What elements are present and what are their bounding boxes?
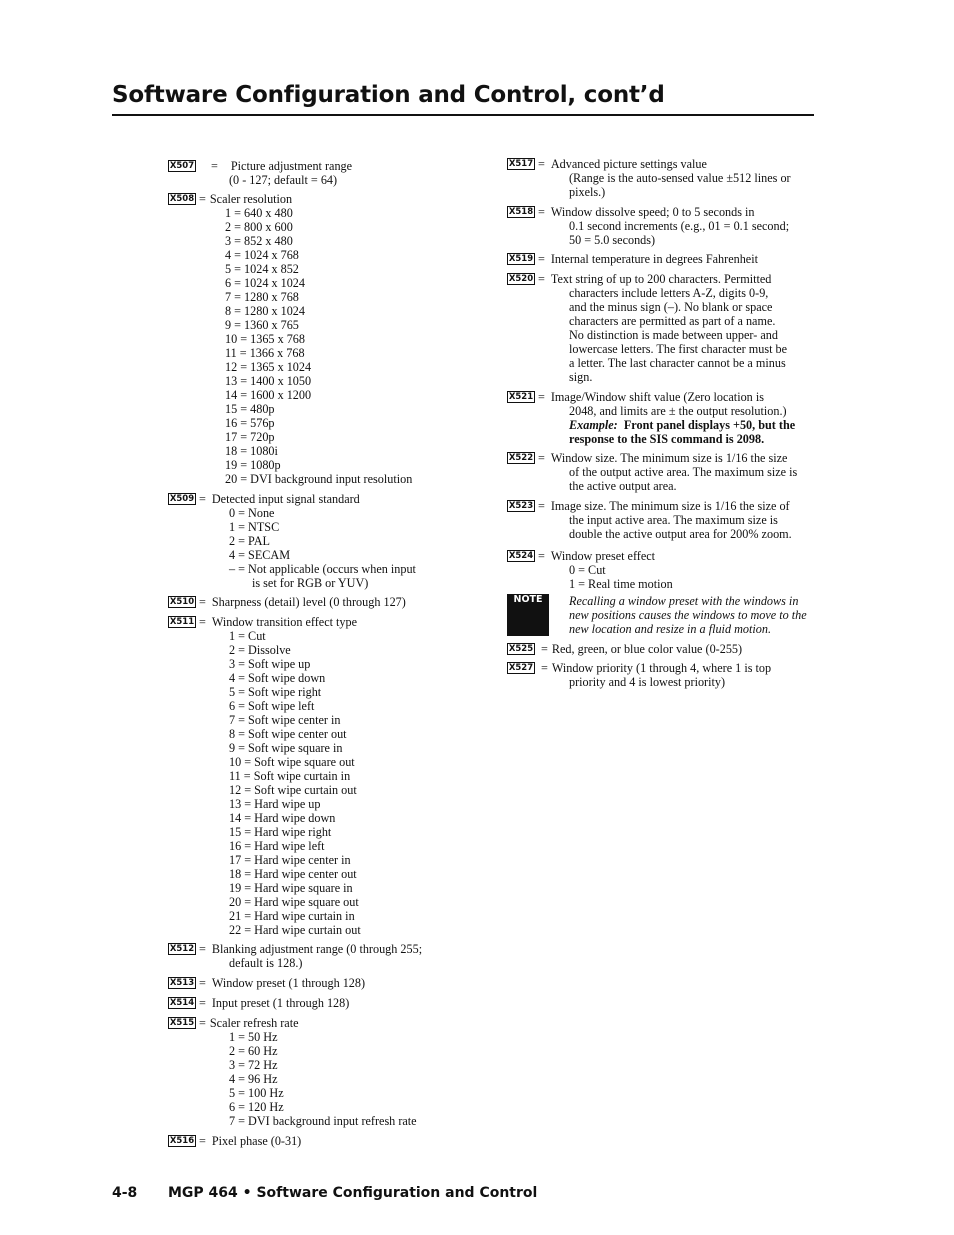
equals-sign: = bbox=[538, 549, 545, 563]
equals-sign: = bbox=[199, 996, 206, 1010]
option-item: 1 = Real time motion bbox=[569, 577, 673, 591]
note-line: Recalling a window preset with the windows in bbox=[569, 594, 799, 608]
option-item: 15 = 480p bbox=[225, 402, 275, 416]
option-item: 2 = Dissolve bbox=[229, 643, 291, 657]
option-item: 2 = PAL bbox=[229, 534, 270, 548]
variable-tag: X521 bbox=[508, 392, 534, 402]
page-number: 4-8 bbox=[112, 1185, 138, 1201]
equals-sign: = bbox=[199, 976, 206, 990]
variable-tag: X514 bbox=[169, 998, 195, 1008]
entry-description: Advanced picture settings value bbox=[550, 157, 707, 171]
option-item: 9 = Soft wipe square in bbox=[229, 741, 343, 755]
entry-description: Window size. The minimum size is 1/16 the size bbox=[550, 451, 788, 465]
entry-description: Window transition effect type bbox=[211, 615, 358, 629]
option-item: 16 = 576p bbox=[225, 416, 275, 430]
entry-x525 bbox=[507, 642, 817, 656]
entry-x518 bbox=[507, 205, 817, 247]
variable-tag: X509 bbox=[169, 494, 195, 504]
option-item: 5 = Soft wipe right bbox=[229, 685, 322, 699]
option-item: 3 = 72 Hz bbox=[229, 1058, 278, 1072]
variable-tag: X511 bbox=[169, 617, 195, 627]
entry-description: Blanking adjustment range (0 through 255; bbox=[211, 942, 423, 956]
equals-sign: = bbox=[538, 451, 545, 465]
equals-sign: = bbox=[538, 157, 545, 171]
option-item: 6 = Soft wipe left bbox=[229, 699, 315, 713]
entry-description: Red, green, or blue color value (0-255) bbox=[551, 642, 743, 656]
entry-description: Scaler refresh rate bbox=[209, 1016, 299, 1030]
equals-sign: = bbox=[199, 192, 206, 206]
option-item: 6 = 120 Hz bbox=[229, 1100, 284, 1114]
variable-tag: X515 bbox=[169, 1018, 195, 1028]
option-item: 11 = Soft wipe curtain in bbox=[229, 769, 351, 783]
entry-x527 bbox=[507, 661, 817, 689]
entry-x521 bbox=[507, 390, 817, 446]
example-text: Front panel displays +50, but the bbox=[623, 418, 796, 432]
variable-tag: X510 bbox=[169, 597, 195, 607]
option-item: 5 = 1024 x 852 bbox=[225, 262, 299, 276]
example-line bbox=[507, 418, 817, 432]
entry-description: Sharpness (detail) level (0 through 127) bbox=[211, 595, 406, 609]
entry-description-cont: pixels.) bbox=[569, 185, 606, 199]
option-item: 2 = 800 x 600 bbox=[225, 220, 293, 234]
option-item: 13 = Hard wipe up bbox=[229, 797, 321, 811]
equals-sign: = bbox=[199, 595, 206, 609]
entry-x523 bbox=[507, 499, 817, 541]
option-list bbox=[168, 506, 458, 562]
variable-tag: X527 bbox=[508, 663, 534, 673]
entry-description-cont: of the output active area. The maximum size is bbox=[569, 465, 798, 479]
variable-tag: X508 bbox=[169, 194, 195, 204]
option-item: 9 = 1360 x 765 bbox=[225, 318, 299, 332]
variable-tag: X522 bbox=[508, 453, 534, 463]
entry-x508 bbox=[168, 192, 458, 486]
equals-sign: = bbox=[538, 499, 545, 513]
option-item: 4 = SECAM bbox=[229, 548, 291, 562]
option-list bbox=[168, 206, 458, 486]
entry-description-cont: double the active output area for 200% zoom. bbox=[569, 527, 792, 541]
note-text bbox=[569, 594, 817, 636]
option-list bbox=[507, 563, 817, 591]
entry-x510 bbox=[168, 595, 458, 609]
equals-sign: = bbox=[538, 390, 545, 404]
entry-x524 bbox=[507, 549, 817, 591]
variable-tag: X518 bbox=[508, 207, 534, 217]
option-item: 3 = 852 x 480 bbox=[225, 234, 293, 248]
entry-description-cont: priority and 4 is lowest priority) bbox=[569, 675, 726, 689]
entry-description: Picture adjustment range bbox=[230, 159, 353, 173]
description-line: characters are permitted as part of a name. bbox=[569, 314, 776, 328]
option-item: 18 = 1080i bbox=[225, 444, 278, 458]
entry-description: Input preset (1 through 128) bbox=[211, 996, 350, 1010]
description-line: a letter. The last character cannot be a minus bbox=[569, 356, 786, 370]
option-item: 1 = Cut bbox=[229, 629, 266, 643]
option-item: 22 = Hard wipe curtain out bbox=[229, 923, 361, 937]
description-line: lowercase letters. The first character must be bbox=[569, 342, 788, 356]
equals-sign: = bbox=[199, 942, 206, 956]
entry-description: Image size. The minimum size is 1/16 the size of bbox=[550, 499, 790, 513]
option-list bbox=[168, 1030, 458, 1128]
note-line: new positions causes the windows to move to the bbox=[569, 608, 807, 622]
entry-x522 bbox=[507, 451, 817, 493]
variable-tag: X512 bbox=[169, 944, 195, 954]
entry-description: Window priority (1 through 4, where 1 is top bbox=[551, 661, 772, 675]
example-line-cont bbox=[507, 432, 817, 446]
entry-x519 bbox=[507, 252, 817, 266]
option-item: 0 = Cut bbox=[569, 563, 606, 577]
entry-x517 bbox=[507, 157, 817, 199]
option-item: 7 = Soft wipe center in bbox=[229, 713, 341, 727]
option-item: 16 = Hard wipe left bbox=[229, 839, 325, 853]
option-item: 11 = 1366 x 768 bbox=[225, 346, 305, 360]
entry-description: Text string of up to 200 characters. Permitted bbox=[550, 272, 772, 286]
variable-tag: X519 bbox=[508, 254, 534, 264]
equals-sign: = bbox=[199, 1016, 206, 1030]
option-item: 10 = Soft wipe square out bbox=[229, 755, 355, 769]
option-item: 4 = 96 Hz bbox=[229, 1072, 278, 1086]
option-item: 21 = Hard wipe curtain in bbox=[229, 909, 355, 923]
description-line: sign. bbox=[569, 370, 593, 384]
option-item: 10 = 1365 x 768 bbox=[225, 332, 305, 346]
note-badge: NOTE bbox=[507, 594, 549, 636]
description-line: characters include letters A-Z, digits 0-9, bbox=[569, 286, 769, 300]
entry-description-cont: the input active area. The maximum size is bbox=[569, 513, 778, 527]
equals-sign: = bbox=[538, 272, 545, 286]
note-line: new location and resize in a fluid motion. bbox=[569, 622, 771, 636]
entry-x514 bbox=[168, 996, 458, 1010]
equals-sign: = bbox=[211, 159, 218, 173]
entry-x507 bbox=[168, 159, 458, 187]
entry-x515 bbox=[168, 1016, 458, 1128]
option-item: 15 = Hard wipe right bbox=[229, 825, 332, 839]
option-item: 12 = Soft wipe curtain out bbox=[229, 783, 357, 797]
right-column bbox=[507, 157, 817, 689]
entry-description-cont: default is 128.) bbox=[229, 956, 303, 970]
not-applicable-line-cont: is set for RGB or YUV) bbox=[252, 576, 369, 590]
option-item: 6 = 1024 x 1024 bbox=[225, 276, 305, 290]
entry-description-cont: 0.1 second increments (e.g., 01 = 0.1 second; bbox=[569, 219, 790, 233]
page-title: Software Configuration and Control, cont’d bbox=[112, 82, 665, 108]
entry-description: Detected input signal standard bbox=[211, 492, 360, 506]
entry-description-cont: 50 = 5.0 seconds) bbox=[569, 233, 656, 247]
left-column bbox=[168, 159, 458, 1148]
description-line: and the minus sign (–). No blank or space bbox=[569, 300, 773, 314]
option-item: 14 = Hard wipe down bbox=[229, 811, 336, 825]
entry-x516 bbox=[168, 1134, 458, 1148]
option-item: 7 = 1280 x 768 bbox=[225, 290, 299, 304]
option-item: 18 = Hard wipe center out bbox=[229, 867, 357, 881]
variable-tag: X520 bbox=[508, 274, 534, 284]
equals-sign: = bbox=[199, 492, 206, 506]
entry-description: Internal temperature in degrees Fahrenheit bbox=[550, 252, 758, 266]
option-item: 1 = 640 x 480 bbox=[225, 206, 293, 220]
option-item: 8 = 1280 x 1024 bbox=[225, 304, 305, 318]
variable-tag: X517 bbox=[508, 159, 534, 169]
variable-tag: X524 bbox=[508, 551, 534, 561]
option-item: 19 = 1080p bbox=[225, 458, 281, 472]
option-item: 19 = Hard wipe square in bbox=[229, 881, 353, 895]
option-item: 7 = DVI background input refresh rate bbox=[229, 1114, 417, 1128]
variable-tag: X523 bbox=[508, 501, 534, 511]
option-item: 17 = 720p bbox=[225, 430, 275, 444]
option-item: 14 = 1600 x 1200 bbox=[225, 388, 312, 402]
variable-tag: X513 bbox=[169, 978, 195, 988]
equals-sign: = bbox=[541, 661, 548, 675]
option-item: 17 = Hard wipe center in bbox=[229, 853, 351, 867]
option-item: 1 = NTSC bbox=[229, 520, 280, 534]
entry-description: Window dissolve speed; 0 to 5 seconds in bbox=[550, 205, 755, 219]
entry-description: Window preset effect bbox=[550, 549, 656, 563]
entry-x520 bbox=[507, 272, 817, 384]
entry-description-cont: (0 - 127; default = 64) bbox=[229, 173, 338, 187]
option-item: 13 = 1400 x 1050 bbox=[225, 374, 312, 388]
option-item: 4 = 1024 x 768 bbox=[225, 248, 299, 262]
entry-description-cont: 2048, and limits are ± the output resolution.) bbox=[569, 404, 787, 418]
variable-tag: X516 bbox=[169, 1136, 195, 1146]
variable-tag: X507 bbox=[169, 161, 195, 171]
variable-tag: X525 bbox=[508, 644, 534, 654]
entry-description: Window preset (1 through 128) bbox=[211, 976, 366, 990]
option-item: 12 = 1365 x 1024 bbox=[225, 360, 312, 374]
option-item: 20 = Hard wipe square out bbox=[229, 895, 359, 909]
equals-sign: = bbox=[199, 1134, 206, 1148]
option-item: 5 = 100 Hz bbox=[229, 1086, 284, 1100]
equals-sign: = bbox=[538, 252, 545, 266]
entry-description: Scaler resolution bbox=[209, 192, 293, 206]
option-item: 0 = None bbox=[229, 506, 275, 520]
entry-x512 bbox=[168, 942, 458, 970]
description-line: No distinction is made between upper- and bbox=[569, 328, 778, 342]
entry-description-cont: (Range is the auto-sensed value ±512 lines or bbox=[569, 171, 791, 185]
entry-description: Image/Window shift value (Zero location is bbox=[550, 390, 764, 404]
title-rule bbox=[112, 114, 814, 116]
option-item: 3 = Soft wipe up bbox=[229, 657, 311, 671]
equals-sign: = bbox=[199, 615, 206, 629]
entry-description-cont bbox=[507, 286, 817, 384]
entry-description: Pixel phase (0-31) bbox=[211, 1134, 302, 1148]
option-item: 8 = Soft wipe center out bbox=[229, 727, 347, 741]
note-block bbox=[507, 594, 817, 636]
option-item: 4 = Soft wipe down bbox=[229, 671, 326, 685]
option-list bbox=[168, 629, 458, 937]
option-item: 2 = 60 Hz bbox=[229, 1044, 278, 1058]
option-item: 1 = 50 Hz bbox=[229, 1030, 278, 1044]
example-label: Example: bbox=[569, 418, 618, 432]
entry-x511 bbox=[168, 615, 458, 937]
entry-description-cont: the active output area. bbox=[569, 479, 677, 493]
footer-title: MGP 464 • Software Configuration and Control bbox=[168, 1185, 538, 1201]
equals-sign: = bbox=[538, 205, 545, 219]
entry-x513 bbox=[168, 976, 458, 990]
option-item: 20 = DVI background input resolution bbox=[225, 472, 413, 486]
example-text-cont: response to the SIS command is 2098. bbox=[569, 432, 765, 446]
equals-sign: = bbox=[541, 642, 548, 656]
entry-x509 bbox=[168, 492, 458, 590]
not-applicable-line: – = Not applicable (occurs when input bbox=[229, 562, 416, 576]
